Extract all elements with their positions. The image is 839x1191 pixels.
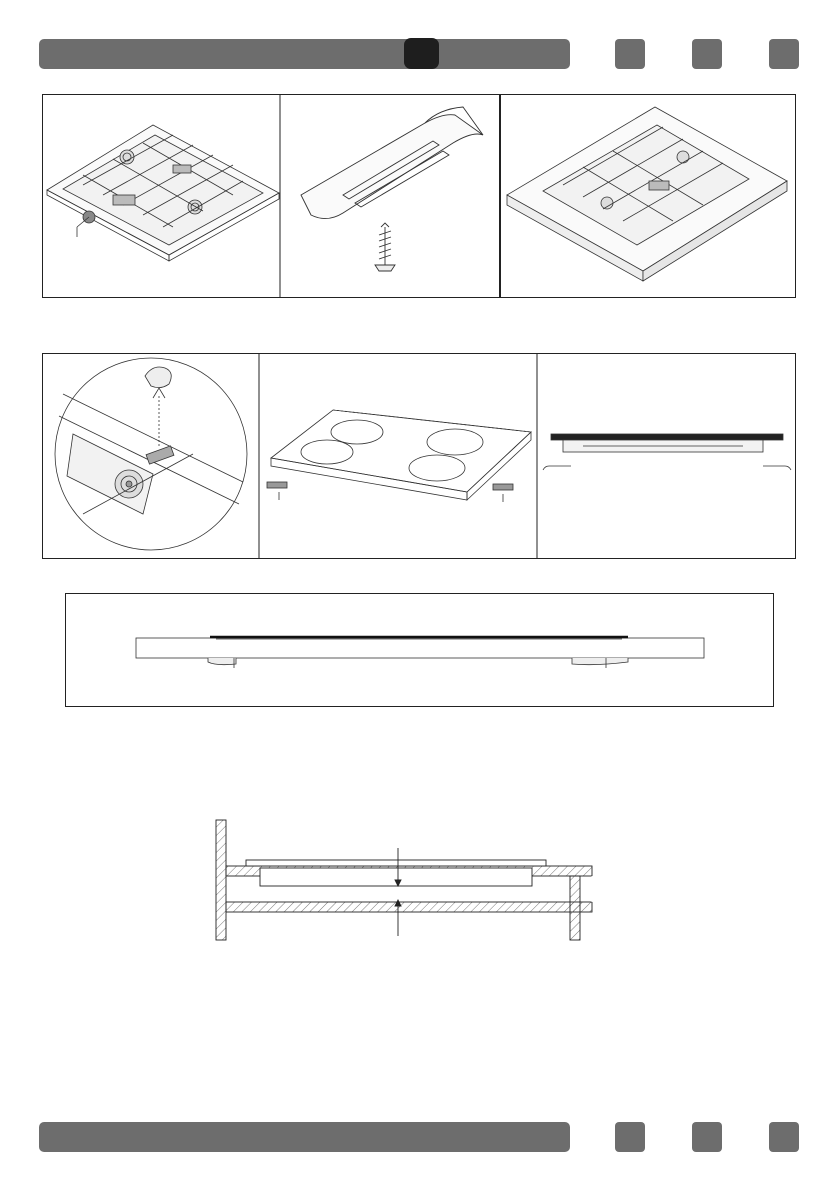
figure-row-2-drawing [43,354,795,558]
figure-row-3-drawing [66,594,773,706]
footer-tab-3[interactable] [769,1122,799,1152]
header-tab-3[interactable] [769,39,799,69]
figure-row-1-drawing [43,95,795,297]
figure-row-1 [42,94,796,298]
figure-row-3 [65,593,774,707]
hob-side-view-drawing [543,434,791,470]
header-bar [39,39,570,69]
bracket-insertion-detail-drawing [55,358,247,550]
header-tab-1[interactable] [615,39,645,69]
worktop-section-drawing [136,637,704,668]
footer-bar [39,1122,570,1152]
hob-underside-drawing [47,125,279,261]
cabinet-cross-section [210,816,610,946]
figure-row-2 [42,353,796,559]
footer-tab-1[interactable] [615,1122,645,1152]
hob-top-drawing [267,410,531,502]
header-tab-2[interactable] [692,39,722,69]
fixing-bracket-drawing [301,107,483,271]
footer-tab-2[interactable] [692,1122,722,1152]
hob-on-worktop-drawing [507,107,787,281]
header-active-marker [404,38,439,69]
